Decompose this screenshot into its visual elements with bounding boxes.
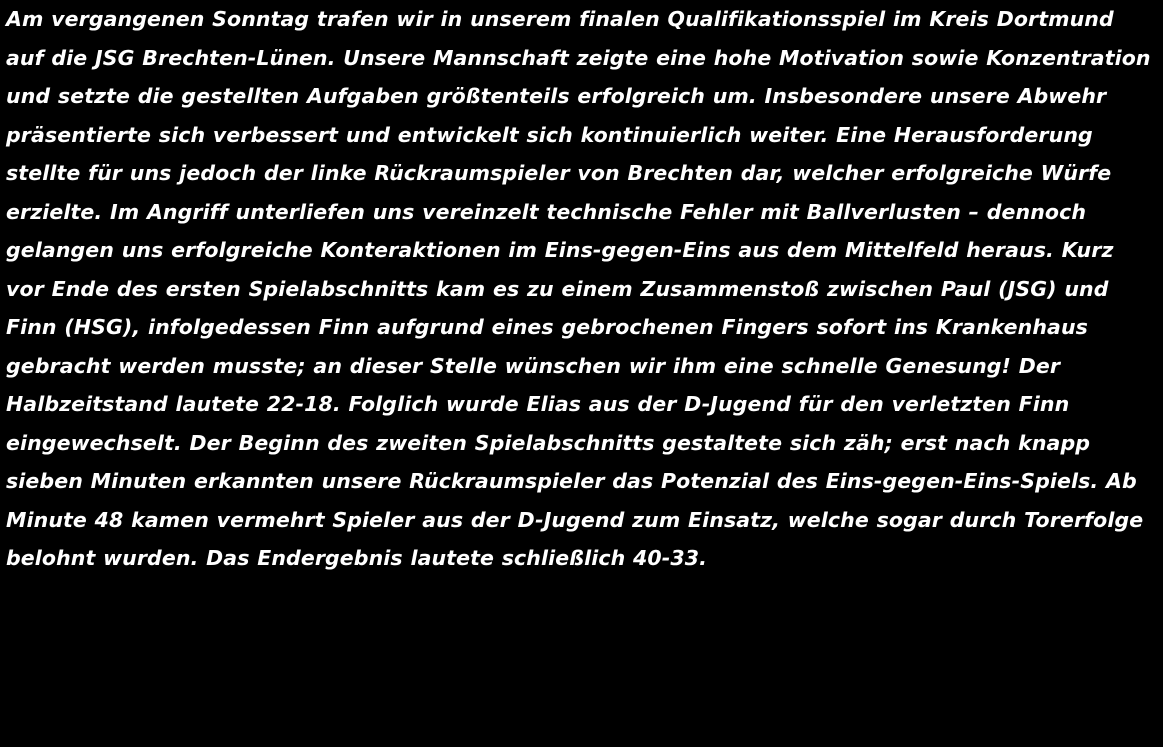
match-report-paragraph: Am vergangenen Sonntag trafen wir in unserem finalen Qualifikationsspiel im Kreis Dortmund auf die JSG Brechten-Lünen. Unsere Mannschaft zeigte eine hohe Motivation sowie Konzentration und setzte die gestellten Aufgaben größtenteils erfolgreich um. Insbesondere unsere Abwehr präsentierte sich verbessert und entwickelt sich kontinuierlich weiter. Eine Herausforderung stellte für uns jedoch der linke Rückraumspieler von Brechten dar, welcher erfolgreiche Würfe erzielte. Im Angriff unterliefen uns vereinzelt technische Fehler mit Ballverlusten – dennoch gelangen uns erfolgreiche Konteraktionen im Eins-gegen-Eins aus dem Mittelfeld heraus. Kurz vor Ende des ersten Spielabschnitts kam es zu einem Zusammenstoß zwischen Paul (JSG) und Finn (HSG), infolgedessen Finn aufgrund eines gebrochenen Fingers sofort ins Krankenhaus gebracht werden musste; an dieser Stelle wünschen wir ihm eine schnelle Genesung! Der Halbzeitstand lautete 22-18. Folglich wurde Elias aus der D-Jugend für den verletzten Finn eingewechselt. Der Beginn des zweiten Spielabschnitts gestaltete sich zäh; erst nach knapp sieben Minuten erkannten unsere Rückraumspieler das Potenzial des Eins-gegen-Eins-Spiels. Ab Minute 48 kamen vermehrt Spieler aus der D-Jugend zum Einsatz, welche sogar durch Torerfolge belohnt wurden. Das Endergebnis lautete schließlich 40-33. xyxy=(6,7,1151,570)
